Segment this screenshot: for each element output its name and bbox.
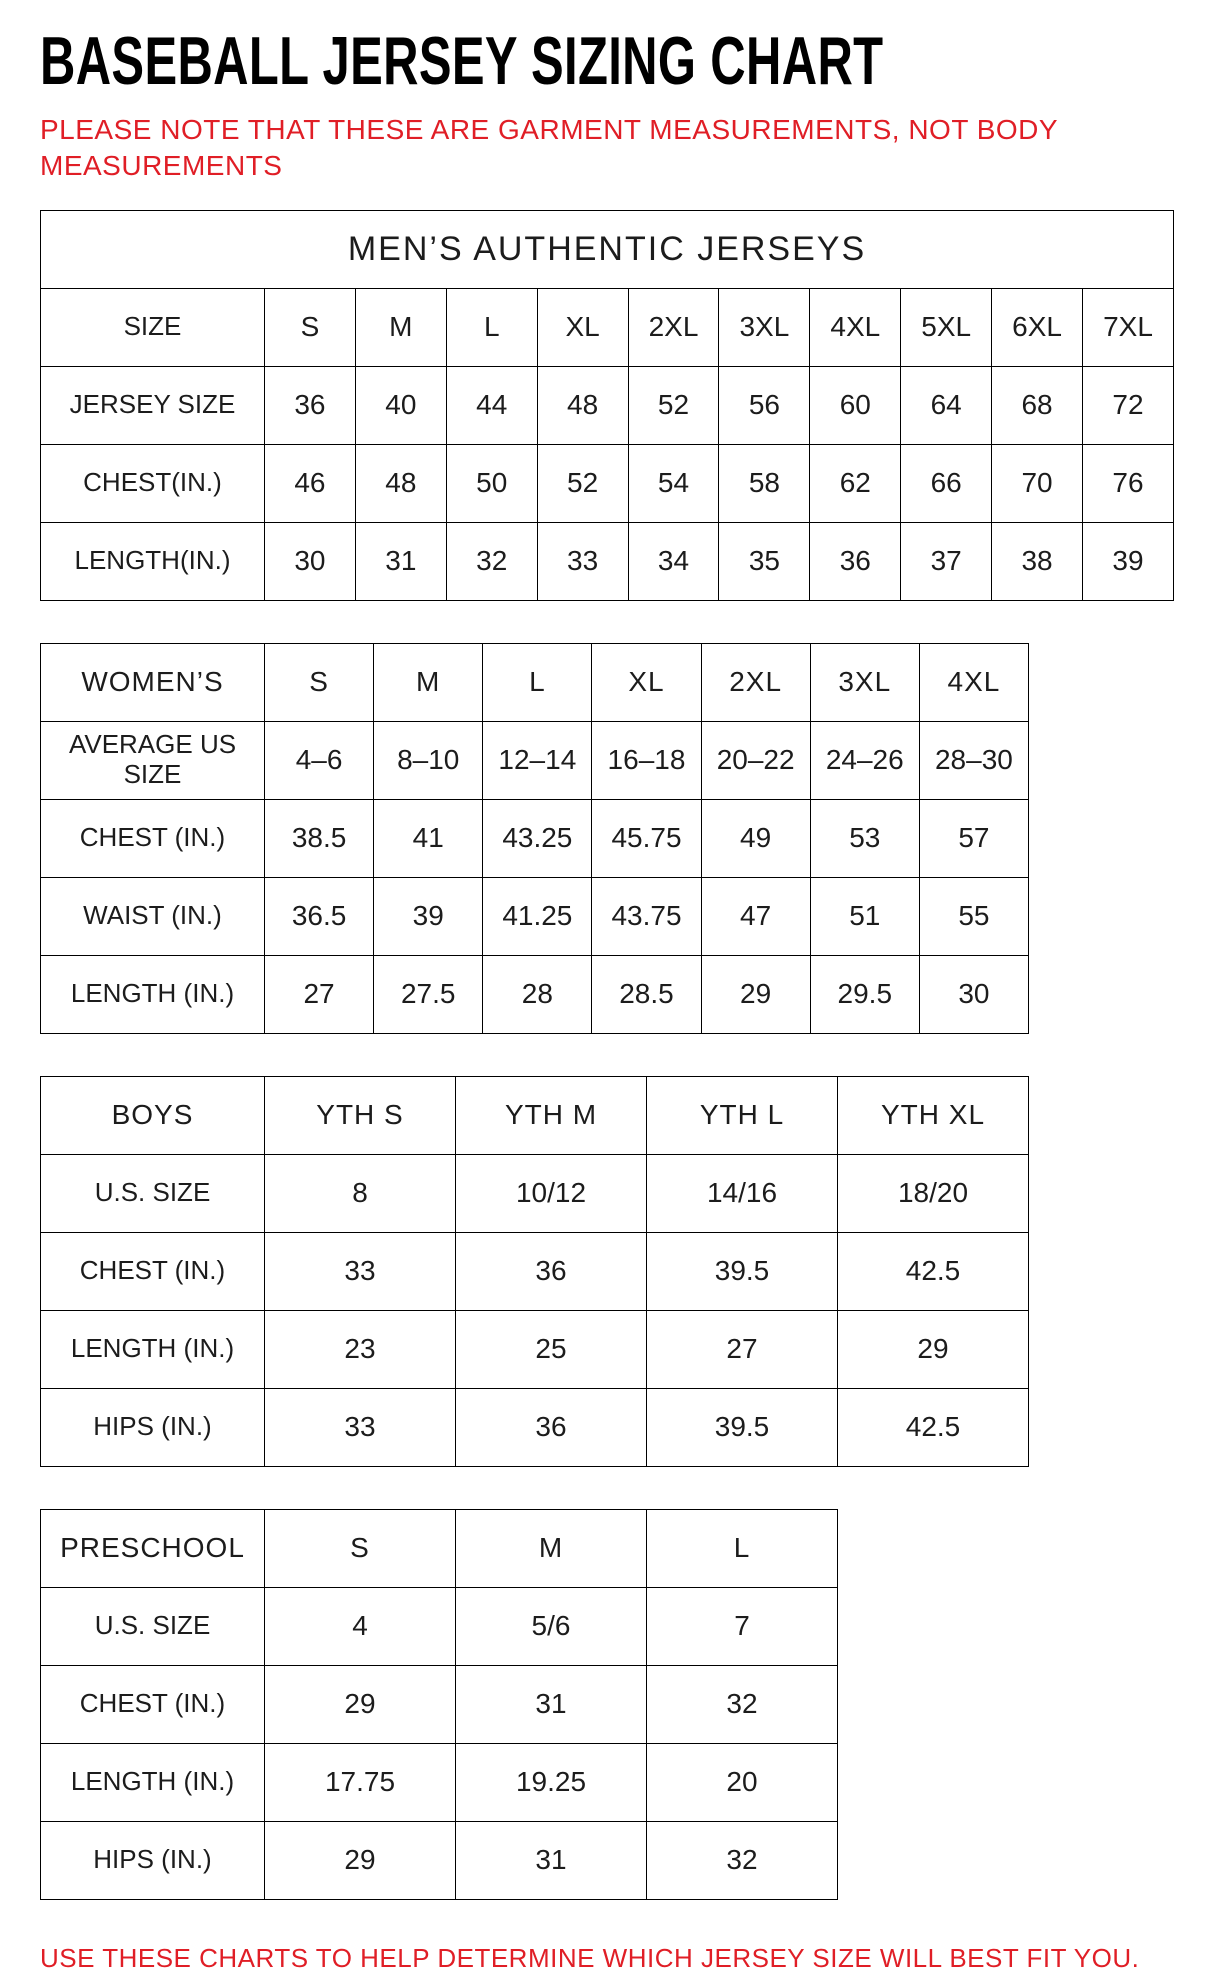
womens-cell: 28.5	[592, 955, 701, 1033]
mens-row	[41, 444, 1174, 522]
mens-cell: 72	[1083, 366, 1174, 444]
mens-cell: 60	[810, 366, 901, 444]
womens-cell: 20–22	[701, 721, 810, 799]
boys-col-header: YTH M	[456, 1076, 647, 1154]
mens-cell: 66	[901, 444, 992, 522]
mens-cell: 48	[355, 444, 446, 522]
mens-row	[41, 366, 1174, 444]
fit-advice-note: USE THESE CHARTS TO HELP DETERMINE WHICH JERSEY SIZE WILL BEST FIT YOU.	[40, 1942, 1140, 1973]
mens-cell: M	[355, 288, 446, 366]
mens-cell: 6XL	[992, 288, 1083, 366]
preschool-row-label: LENGTH (IN.)	[41, 1743, 265, 1821]
boys-col-header: YTH L	[647, 1076, 838, 1154]
boys-cell: 27	[647, 1310, 838, 1388]
mens-row-label: SIZE	[41, 288, 265, 366]
preschool-header-row	[41, 1509, 838, 1587]
mens-table-title: MEN’S AUTHENTIC JERSEYS	[41, 210, 1174, 288]
mens-cell: 34	[628, 522, 719, 600]
womens-cell: 45.75	[592, 799, 701, 877]
preschool-row-label: CHEST (IN.)	[41, 1665, 265, 1743]
boys-header-label: BOYS	[41, 1076, 265, 1154]
womens-col-header: XL	[592, 643, 701, 721]
womens-col-header: 2XL	[701, 643, 810, 721]
womens-cell: 28	[483, 955, 592, 1033]
womens-cell: 51	[810, 877, 919, 955]
preschool-row	[41, 1743, 838, 1821]
womens-row	[41, 799, 1029, 877]
preschool-cell: 29	[265, 1665, 456, 1743]
mens-cell: 37	[901, 522, 992, 600]
mens-cell: 3XL	[719, 288, 810, 366]
mens-cell: 35	[719, 522, 810, 600]
preschool-row-label: HIPS (IN.)	[41, 1821, 265, 1899]
womens-cell: 8–10	[374, 721, 483, 799]
boys-cell: 39.5	[647, 1232, 838, 1310]
mens-cell: 58	[719, 444, 810, 522]
boys-row-label: LENGTH (IN.)	[41, 1310, 265, 1388]
mens-cell: 5XL	[901, 288, 992, 366]
mens-cell: 62	[810, 444, 901, 522]
womens-cell: 4–6	[265, 721, 374, 799]
mens-cell: 40	[355, 366, 446, 444]
womens-cell: 38.5	[265, 799, 374, 877]
womens-header-row	[41, 643, 1029, 721]
mens-cell: 50	[446, 444, 537, 522]
womens-cell: 43.75	[592, 877, 701, 955]
boys-cell: 10/12	[456, 1154, 647, 1232]
preschool-cell: 31	[456, 1821, 647, 1899]
boys-cell: 29	[838, 1310, 1029, 1388]
womens-cell: 27.5	[374, 955, 483, 1033]
womens-cell: 57	[919, 799, 1028, 877]
mens-cell: 52	[628, 366, 719, 444]
mens-cell: 68	[992, 366, 1083, 444]
womens-jerseys-table	[40, 643, 1029, 1034]
boys-jerseys-table	[40, 1076, 1029, 1467]
page-title: BASEBALL JERSEY SIZING CHART	[40, 23, 884, 99]
mens-row	[41, 522, 1174, 600]
boys-row	[41, 1310, 1029, 1388]
mens-cell: 64	[901, 366, 992, 444]
boys-row	[41, 1232, 1029, 1310]
preschool-cell: 17.75	[265, 1743, 456, 1821]
boys-header-row	[41, 1076, 1029, 1154]
boys-cell: 8	[265, 1154, 456, 1232]
boys-cell: 42.5	[838, 1232, 1029, 1310]
preschool-col-header: L	[647, 1509, 838, 1587]
mens-cell: 54	[628, 444, 719, 522]
womens-row-label: CHEST (IN.)	[41, 799, 265, 877]
womens-cell: 43.25	[483, 799, 592, 877]
womens-row	[41, 955, 1029, 1033]
boys-cell: 18/20	[838, 1154, 1029, 1232]
mens-row	[41, 288, 1174, 366]
womens-row	[41, 877, 1029, 955]
preschool-col-header: M	[456, 1509, 647, 1587]
womens-cell: 39	[374, 877, 483, 955]
womens-cell: 55	[919, 877, 1028, 955]
boys-cell: 25	[456, 1310, 647, 1388]
preschool-cell: 19.25	[456, 1743, 647, 1821]
boys-row	[41, 1388, 1029, 1466]
preschool-col-header: S	[265, 1509, 456, 1587]
boys-cell: 42.5	[838, 1388, 1029, 1466]
boys-col-header: YTH S	[265, 1076, 456, 1154]
womens-cell: 41	[374, 799, 483, 877]
womens-cell: 36.5	[265, 877, 374, 955]
womens-col-header: S	[265, 643, 374, 721]
womens-cell: 41.25	[483, 877, 592, 955]
womens-row-label: LENGTH (IN.)	[41, 955, 265, 1033]
boys-row	[41, 1154, 1029, 1232]
womens-col-header: M	[374, 643, 483, 721]
preschool-cell: 32	[647, 1821, 838, 1899]
mens-jerseys-table	[40, 210, 1174, 601]
boys-cell: 33	[265, 1232, 456, 1310]
preschool-row	[41, 1821, 838, 1899]
womens-header-label: WOMEN’S	[41, 643, 265, 721]
preschool-cell: 4	[265, 1587, 456, 1665]
womens-cell: 29	[701, 955, 810, 1033]
womens-cell: 16–18	[592, 721, 701, 799]
garment-measurement-note: PLEASE NOTE THAT THESE ARE GARMENT MEASUREMENTS, NOT BODY MEASUREMENTS	[40, 114, 1058, 181]
womens-cell: 30	[919, 955, 1028, 1033]
mens-cell: 36	[810, 522, 901, 600]
boys-row-label: HIPS (IN.)	[41, 1388, 265, 1466]
womens-col-header: 4XL	[919, 643, 1028, 721]
mens-row-label: CHEST(IN.)	[41, 444, 265, 522]
mens-cell: 33	[537, 522, 628, 600]
mens-cell: 52	[537, 444, 628, 522]
mens-row-label: LENGTH(IN.)	[41, 522, 265, 600]
womens-row	[41, 721, 1029, 799]
womens-cell: 28–30	[919, 721, 1028, 799]
mens-cell: 38	[992, 522, 1083, 600]
mens-cell: S	[265, 288, 356, 366]
boys-cell: 33	[265, 1388, 456, 1466]
preschool-row	[41, 1665, 838, 1743]
womens-row-label: WAIST (IN.)	[41, 877, 265, 955]
preschool-row-label: U.S. SIZE	[41, 1587, 265, 1665]
mens-title-row	[41, 210, 1174, 288]
boys-col-header: YTH XL	[838, 1076, 1029, 1154]
mens-cell: 39	[1083, 522, 1174, 600]
mens-cell: 32	[446, 522, 537, 600]
mens-cell: XL	[537, 288, 628, 366]
womens-col-header: L	[483, 643, 592, 721]
womens-cell: 49	[701, 799, 810, 877]
preschool-jerseys-table	[40, 1509, 838, 1900]
preschool-cell: 31	[456, 1665, 647, 1743]
womens-cell: 24–26	[810, 721, 919, 799]
womens-cell: 12–14	[483, 721, 592, 799]
mens-cell: 46	[265, 444, 356, 522]
mens-cell: 30	[265, 522, 356, 600]
womens-cell: 27	[265, 955, 374, 1033]
boys-cell: 36	[456, 1388, 647, 1466]
womens-cell: 47	[701, 877, 810, 955]
mens-cell: 7XL	[1083, 288, 1174, 366]
preschool-cell: 20	[647, 1743, 838, 1821]
mens-cell: 76	[1083, 444, 1174, 522]
preschool-cell: 7	[647, 1587, 838, 1665]
womens-cell: 29.5	[810, 955, 919, 1033]
mens-cell: 2XL	[628, 288, 719, 366]
womens-cell: 53	[810, 799, 919, 877]
preschool-cell: 29	[265, 1821, 456, 1899]
mens-cell: 48	[537, 366, 628, 444]
mens-cell: 31	[355, 522, 446, 600]
preschool-row	[41, 1587, 838, 1665]
boys-cell: 36	[456, 1232, 647, 1310]
womens-row-label: AVERAGE US SIZE	[41, 721, 265, 799]
preschool-header-label: PRESCHOOL	[41, 1509, 265, 1587]
mens-cell: L	[446, 288, 537, 366]
boys-row-label: CHEST (IN.)	[41, 1232, 265, 1310]
womens-col-header: 3XL	[810, 643, 919, 721]
mens-cell: 4XL	[810, 288, 901, 366]
mens-cell: 36	[265, 366, 356, 444]
mens-cell: 70	[992, 444, 1083, 522]
mens-row-label: JERSEY SIZE	[41, 366, 265, 444]
boys-row-label: U.S. SIZE	[41, 1154, 265, 1232]
preschool-cell: 32	[647, 1665, 838, 1743]
boys-cell: 23	[265, 1310, 456, 1388]
mens-cell: 56	[719, 366, 810, 444]
mens-cell: 44	[446, 366, 537, 444]
boys-cell: 39.5	[647, 1388, 838, 1466]
preschool-cell: 5/6	[456, 1587, 647, 1665]
boys-cell: 14/16	[647, 1154, 838, 1232]
